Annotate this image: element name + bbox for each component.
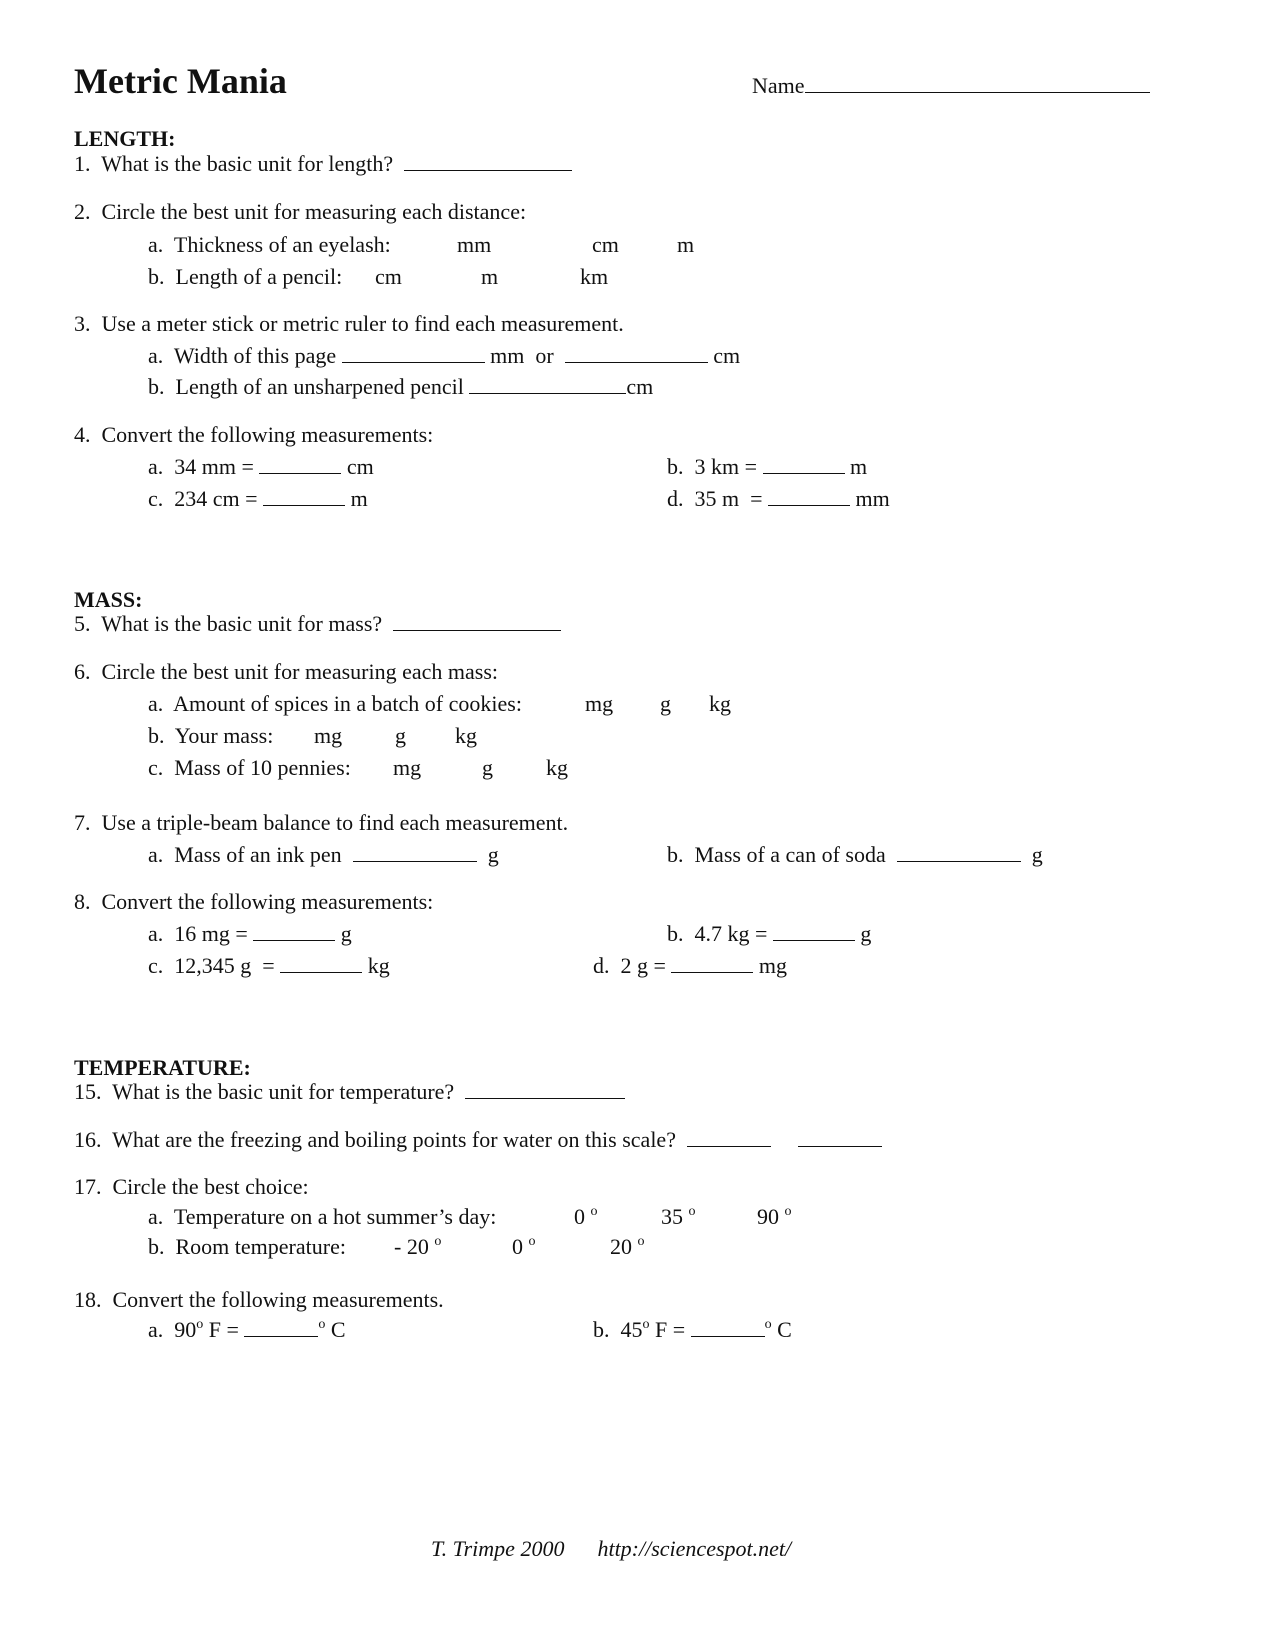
q7b: b. Mass of a can of soda g bbox=[667, 842, 1043, 867]
name-label: Name bbox=[752, 73, 805, 98]
q2b-option-km[interactable]: km bbox=[580, 264, 609, 289]
q3b: b. Length of an unsharpened pencil cm bbox=[148, 374, 654, 399]
q6c-option-mg[interactable]: mg bbox=[393, 755, 422, 780]
answer-blank[interactable] bbox=[280, 971, 362, 973]
question-6: 6. Circle the best unit for measuring each mass: bbox=[74, 659, 498, 684]
section-heading-mass: MASS: bbox=[74, 587, 143, 612]
section-heading-length: LENGTH: bbox=[74, 126, 176, 151]
answer-blank[interactable] bbox=[263, 504, 345, 506]
q6b-option-kg[interactable]: kg bbox=[455, 723, 477, 748]
q6a-text: a. Amount of spices in a batch of cookies: bbox=[148, 691, 522, 716]
q17a-text: a. Temperature on a hot summer’s day: bbox=[148, 1204, 497, 1229]
answer-blank[interactable] bbox=[259, 472, 341, 474]
q6b-option-g[interactable]: g bbox=[395, 723, 406, 748]
q18a: a. 90$^o$ F = $^o$ C bbox=[148, 1317, 346, 1342]
answer-blank[interactable] bbox=[244, 1335, 318, 1337]
answer-blank[interactable] bbox=[465, 1097, 625, 1099]
footer bbox=[431, 1538, 791, 1560]
answer-blank[interactable] bbox=[798, 1145, 882, 1147]
q2b-option-m[interactable]: m bbox=[481, 264, 499, 289]
q2a-option-m[interactable]: m bbox=[677, 232, 695, 257]
answer-blank[interactable] bbox=[342, 361, 485, 363]
q4a: a. 34 mm = cm bbox=[148, 454, 374, 479]
answer-blank[interactable] bbox=[253, 939, 335, 941]
q2b-text: b. Length of a pencil: bbox=[148, 264, 343, 289]
answer-blank[interactable] bbox=[404, 169, 572, 171]
question-1: 1. What is the basic unit for length? bbox=[74, 153, 572, 175]
answer-blank[interactable] bbox=[897, 860, 1021, 862]
q4b: b. 3 km = m bbox=[667, 454, 868, 479]
question-8: 8. Convert the following measurements: bbox=[74, 889, 434, 914]
answer-blank[interactable] bbox=[393, 629, 561, 631]
question-16: 16. What are the freezing and boiling points for water on this scale? bbox=[74, 1129, 882, 1151]
q6b-option-mg[interactable]: mg bbox=[314, 723, 343, 748]
answer-blank[interactable] bbox=[773, 939, 855, 941]
name-field[interactable] bbox=[752, 75, 1150, 97]
q7a: a. Mass of an ink pen g bbox=[148, 842, 499, 867]
answer-blank[interactable] bbox=[469, 392, 626, 394]
q8b: b. 4.7 kg = g bbox=[667, 921, 872, 946]
q17a-option-90[interactable]: 90 $^o$ bbox=[757, 1204, 792, 1229]
q17a-option-35[interactable]: 35 $^o$ bbox=[661, 1204, 696, 1229]
footer-author: T. Trimpe 2000 bbox=[431, 1536, 565, 1561]
q6c-option-g[interactable]: g bbox=[482, 755, 493, 780]
q2b-option-cm[interactable]: cm bbox=[375, 264, 402, 289]
q2a-option-cm[interactable]: cm bbox=[592, 232, 619, 257]
q17b-option-minus20[interactable]: - 20 $^o$ bbox=[394, 1234, 442, 1259]
answer-blank[interactable] bbox=[671, 971, 753, 973]
q6c-text: c. Mass of 10 pennies: bbox=[148, 755, 351, 780]
answer-blank[interactable] bbox=[691, 1335, 765, 1337]
q17b-option-0[interactable]: 0 $^o$ bbox=[512, 1234, 536, 1259]
q8d: d. 2 g = mg bbox=[593, 953, 788, 978]
answer-blank[interactable] bbox=[565, 361, 708, 363]
question-5: 5. What is the basic unit for mass? bbox=[74, 613, 561, 635]
q2a-text: a. Thickness of an eyelash: bbox=[148, 232, 391, 257]
q4d: d. 35 m = mm bbox=[667, 486, 890, 511]
q6c-option-kg[interactable]: kg bbox=[546, 755, 568, 780]
q17a-option-0[interactable]: 0 $^o$ bbox=[574, 1204, 598, 1229]
question-7: 7. Use a triple-beam balance to find each measurement. bbox=[74, 810, 569, 835]
question-18: 18. Convert the following measurements. bbox=[74, 1287, 444, 1312]
q6a-option-kg[interactable]: kg bbox=[709, 691, 731, 716]
q18b: b. 45$^o$ F = $^o$ C bbox=[593, 1317, 792, 1342]
question-15: 15. What is the basic unit for temperature? bbox=[74, 1081, 625, 1103]
question-2: 2. Circle the best unit for measuring each distance: bbox=[74, 199, 527, 224]
q4c: c. 234 cm = m bbox=[148, 486, 368, 511]
answer-blank[interactable] bbox=[353, 860, 477, 862]
section-heading-temperature: TEMPERATURE: bbox=[74, 1055, 251, 1080]
q17b-option-20[interactable]: 20 $^o$ bbox=[610, 1234, 645, 1259]
question-3: 3. Use a meter stick or metric ruler to find each measurement. bbox=[74, 311, 624, 336]
q8c: c. 12,345 g = kg bbox=[148, 953, 390, 978]
q3a: a. Width of this page mm or cm bbox=[148, 343, 741, 368]
question-4: 4. Convert the following measurements: bbox=[74, 422, 434, 447]
footer-url[interactable]: http://sciencespot.net/ bbox=[597, 1536, 792, 1561]
answer-blank[interactable] bbox=[768, 504, 850, 506]
q6b-text: b. Your mass: bbox=[148, 723, 274, 748]
question-17: 17. Circle the best choice: bbox=[74, 1174, 309, 1199]
q6a-option-mg[interactable]: mg bbox=[585, 691, 614, 716]
q8a: a. 16 mg = g bbox=[148, 921, 352, 946]
answer-blank[interactable] bbox=[763, 472, 845, 474]
answer-blank[interactable] bbox=[687, 1145, 771, 1147]
q6a-option-g[interactable]: g bbox=[660, 691, 671, 716]
q2a-option-mm[interactable]: mm bbox=[457, 232, 492, 257]
page-title: Metric Mania bbox=[74, 61, 287, 101]
q17b-text: b. Room temperature: bbox=[148, 1234, 346, 1259]
